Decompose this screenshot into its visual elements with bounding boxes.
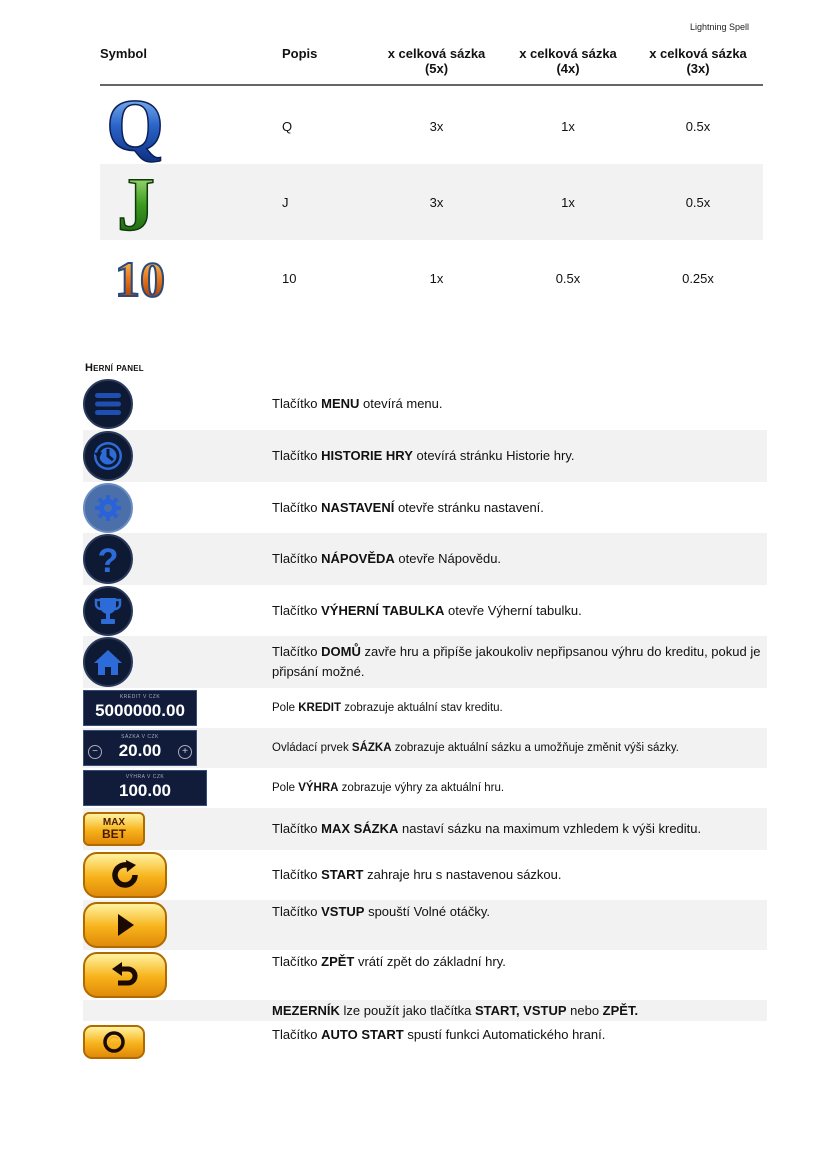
col-4x bbox=[503, 46, 633, 76]
help-icon[interactable] bbox=[83, 534, 133, 584]
col-3x-line1: x celková sázka bbox=[649, 46, 747, 61]
list-item bbox=[83, 482, 767, 533]
item-description: Pole KREDIT zobrazuje aktuální stav kreditu. bbox=[272, 702, 503, 714]
ten-symbol-icon bbox=[100, 240, 282, 316]
start-button[interactable] bbox=[83, 852, 167, 898]
list-item bbox=[83, 1000, 767, 1021]
credit-field bbox=[83, 690, 197, 726]
home-icon[interactable] bbox=[83, 637, 133, 687]
item-description: MEZERNÍK lze použít jako tlačítka START, VSTUP nebo ZPĚT. bbox=[272, 1002, 639, 1018]
payout-4x: 1x bbox=[561, 118, 575, 134]
trophy-icon[interactable] bbox=[83, 586, 133, 636]
back-button[interactable] bbox=[83, 952, 167, 998]
col-5x bbox=[370, 46, 503, 76]
bet-value: 20.00 bbox=[118, 741, 162, 760]
j-symbol-icon bbox=[100, 164, 282, 240]
list-item bbox=[83, 430, 767, 482]
list-item bbox=[83, 850, 767, 900]
bet-field[interactable] bbox=[83, 730, 197, 766]
item-description: Pole VÝHRA zobrazuje výhry za aktuální hru. bbox=[272, 782, 505, 794]
list-item bbox=[83, 688, 767, 728]
play-button[interactable] bbox=[83, 902, 167, 948]
credit-value: 5000000.00 bbox=[95, 701, 185, 720]
item-description: Tlačítko AUTO START spustí funkci Automatického hraní. bbox=[272, 1027, 606, 1042]
table-row bbox=[100, 88, 763, 164]
list-item bbox=[83, 533, 767, 585]
list-item bbox=[83, 900, 767, 950]
item-description: Tlačítko ZPĚT vrátí zpět do základní hry. bbox=[272, 954, 506, 969]
game-title: Lightning Spell bbox=[689, 22, 749, 32]
payout-5x: 3x bbox=[429, 194, 444, 210]
menu-icon[interactable] bbox=[83, 379, 133, 429]
item-description: Tlačítko START zahraje hru s nastavenou sázkou. bbox=[272, 867, 562, 882]
table-row bbox=[100, 164, 763, 240]
payout-3x: 0.25x bbox=[682, 270, 714, 286]
col-popis: Popis bbox=[282, 46, 318, 61]
list-item bbox=[83, 585, 767, 636]
col-symbol: Symbol bbox=[100, 46, 147, 61]
history-icon[interactable] bbox=[83, 431, 133, 481]
list-item bbox=[83, 808, 767, 850]
refresh-icon bbox=[108, 858, 142, 892]
item-description: Ovládací prvek SÁZKA zobrazuje aktuální sázku a umožňuje změnit výši sázky. bbox=[272, 742, 679, 754]
section-title: Herní panel bbox=[85, 362, 144, 374]
svg-text:10: 10 bbox=[115, 251, 165, 307]
payout-table bbox=[100, 46, 763, 316]
list-item bbox=[83, 378, 767, 430]
payout-table-header bbox=[100, 46, 763, 86]
list-item bbox=[83, 636, 767, 688]
symbol-name: Q bbox=[282, 118, 293, 134]
col-5x-line2: (5x) bbox=[424, 61, 449, 76]
payout-3x: 0.5x bbox=[685, 194, 711, 210]
payout-5x: 1x bbox=[429, 270, 444, 286]
bet-caption: SÁZKA V CZK bbox=[121, 734, 159, 740]
item-description: Tlačítko MAX SÁZKA nastaví sázku na maximum vzhledem k výši kreditu. bbox=[272, 821, 702, 836]
autoplay-icon bbox=[102, 1030, 126, 1054]
max-bet-line1: MAX bbox=[102, 817, 126, 828]
payout-4x: 0.5x bbox=[555, 270, 581, 286]
payout-5x: 3x bbox=[429, 118, 444, 134]
game-panel-list bbox=[83, 378, 767, 1063]
bet-decrease-button[interactable]: − bbox=[88, 745, 102, 759]
col-5x-line1: x celková sázka bbox=[387, 46, 486, 61]
max-bet-line2: BET bbox=[102, 827, 126, 841]
auto-start-button[interactable] bbox=[83, 1025, 145, 1059]
win-value: 100.00 bbox=[119, 781, 171, 800]
item-description: Tlačítko DOMŮ zavře hru a připíše jakoukoliv nepřipsanou výhru do kreditu, pokud je připsání možné. bbox=[272, 644, 761, 679]
item-description: Tlačítko NASTAVENÍ otevře stránku nastavení. bbox=[272, 499, 544, 515]
col-3x bbox=[633, 46, 763, 76]
bet-increase-button[interactable]: + bbox=[178, 745, 192, 759]
col-4x-line1: x celková sázka bbox=[519, 46, 617, 61]
list-item bbox=[83, 1021, 767, 1063]
payout-3x: 0.5x bbox=[685, 118, 711, 134]
symbol-name: 10 bbox=[282, 270, 297, 286]
max-bet-button[interactable] bbox=[83, 812, 145, 846]
q-symbol-icon bbox=[100, 88, 282, 164]
list-item bbox=[83, 950, 767, 1000]
col-4x-line2: (4x) bbox=[556, 61, 580, 76]
svg-text:Q: Q bbox=[106, 88, 164, 164]
col-3x-line2: (3x) bbox=[686, 61, 710, 76]
svg-text:?: ? bbox=[97, 542, 119, 576]
back-arrow-icon bbox=[110, 961, 140, 989]
list-item bbox=[83, 768, 767, 808]
win-caption: VÝHRA V CZK bbox=[125, 774, 165, 780]
svg-text:J: J bbox=[117, 164, 155, 240]
item-description: Tlačítko MENU otevírá menu. bbox=[272, 396, 443, 411]
gear-icon[interactable] bbox=[83, 483, 133, 533]
item-description: Tlačítko VÝHERNÍ TABULKA otevře Výherní tabulku. bbox=[272, 602, 582, 618]
list-item bbox=[83, 728, 767, 768]
item-description: Tlačítko VSTUP spouští Volné otáčky. bbox=[272, 904, 490, 919]
play-icon bbox=[114, 912, 136, 938]
payout-4x: 1x bbox=[561, 194, 575, 210]
symbol-name: J bbox=[282, 194, 289, 210]
table-row bbox=[100, 240, 763, 316]
win-field bbox=[83, 770, 207, 806]
item-description: Tlačítko NÁPOVĚDA otevře Nápovědu. bbox=[272, 551, 502, 566]
item-description: Tlačítko HISTORIE HRY otevírá stránku Historie hry. bbox=[272, 448, 575, 463]
credit-caption: KREDIT V CZK bbox=[119, 694, 161, 700]
